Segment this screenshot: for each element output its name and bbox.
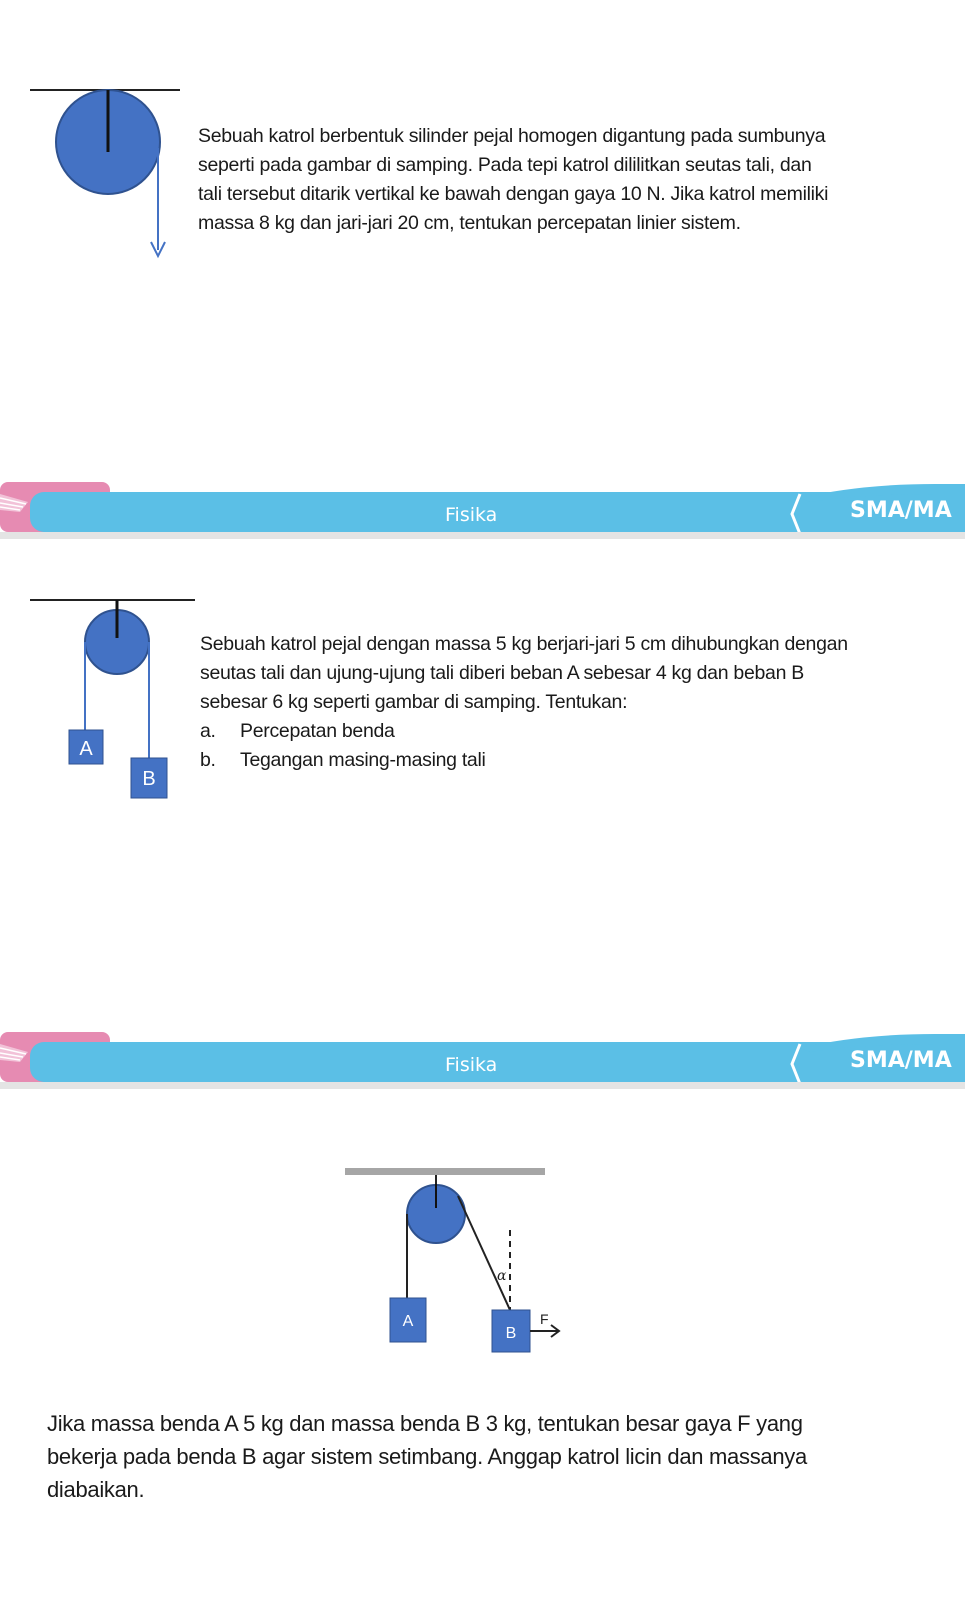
pulley-diagram-1 [20,80,190,265]
problem-2-text [200,630,940,775]
block-a-label: A [402,1313,414,1330]
list-item [200,717,940,746]
list-item [200,746,940,775]
subject-band-1 [0,480,965,544]
ceiling-bar [345,1168,545,1175]
force-label: F [540,1311,549,1327]
problem-1-text [198,122,938,238]
list-item-text: Percepatan benda [240,720,395,742]
text-line: massa 8 kg dan jari-jari 20 cm, tentukan percepatan linier sistem. [198,212,741,234]
text-line: Jika massa benda A 5 kg dan massa benda B 3 kg, tentukan besar gaya F yang [47,1411,803,1436]
pulley-diagram-3 [340,1160,570,1375]
band-subject: Fisika [445,504,498,526]
text-line: Sebuah katrol pejal dengan massa 5 kg berjari-jari 5 cm dihubungkan dengan [200,633,848,655]
list-marker: b. [200,749,216,771]
angle-label: α [497,1268,507,1284]
block-b-label: B [505,1325,517,1342]
text-line: Sebuah katrol berbentuk silinder pejal homogen digantung pada sumbunya [198,125,826,147]
subject-band-2 [0,1030,965,1094]
block-a-label: A [79,738,93,760]
band-level: SMA/MA [850,1048,952,1073]
text-line: seperti pada gambar di samping. Pada tepi katrol dililitkan seutas tali, dan [198,154,812,176]
text-line: seutas tali dan ujung-ujung tali diberi beban A sebesar 4 kg dan beban B [200,662,804,684]
problem-3-text [47,1407,947,1506]
band-level: SMA/MA [850,498,952,523]
text-line: bekerja pada benda B agar sistem setimbang. Anggap katrol licin dan massanya [47,1444,807,1469]
list-marker: a. [200,720,216,742]
text-line: sebesar 6 kg seperti gambar di samping. Tentukan: [200,691,628,713]
pulley-diagram-2 [25,590,200,810]
text-line: diabaikan. [47,1477,145,1502]
list-item-text: Tegangan masing-masing tali [240,749,486,771]
band-subject: Fisika [445,1054,498,1076]
text-line: tali tersebut ditarik vertikal ke bawah dengan gaya 10 N. Jika katrol memiliki [198,183,829,205]
block-b-label: B [142,768,156,790]
rope-right [458,1196,510,1310]
